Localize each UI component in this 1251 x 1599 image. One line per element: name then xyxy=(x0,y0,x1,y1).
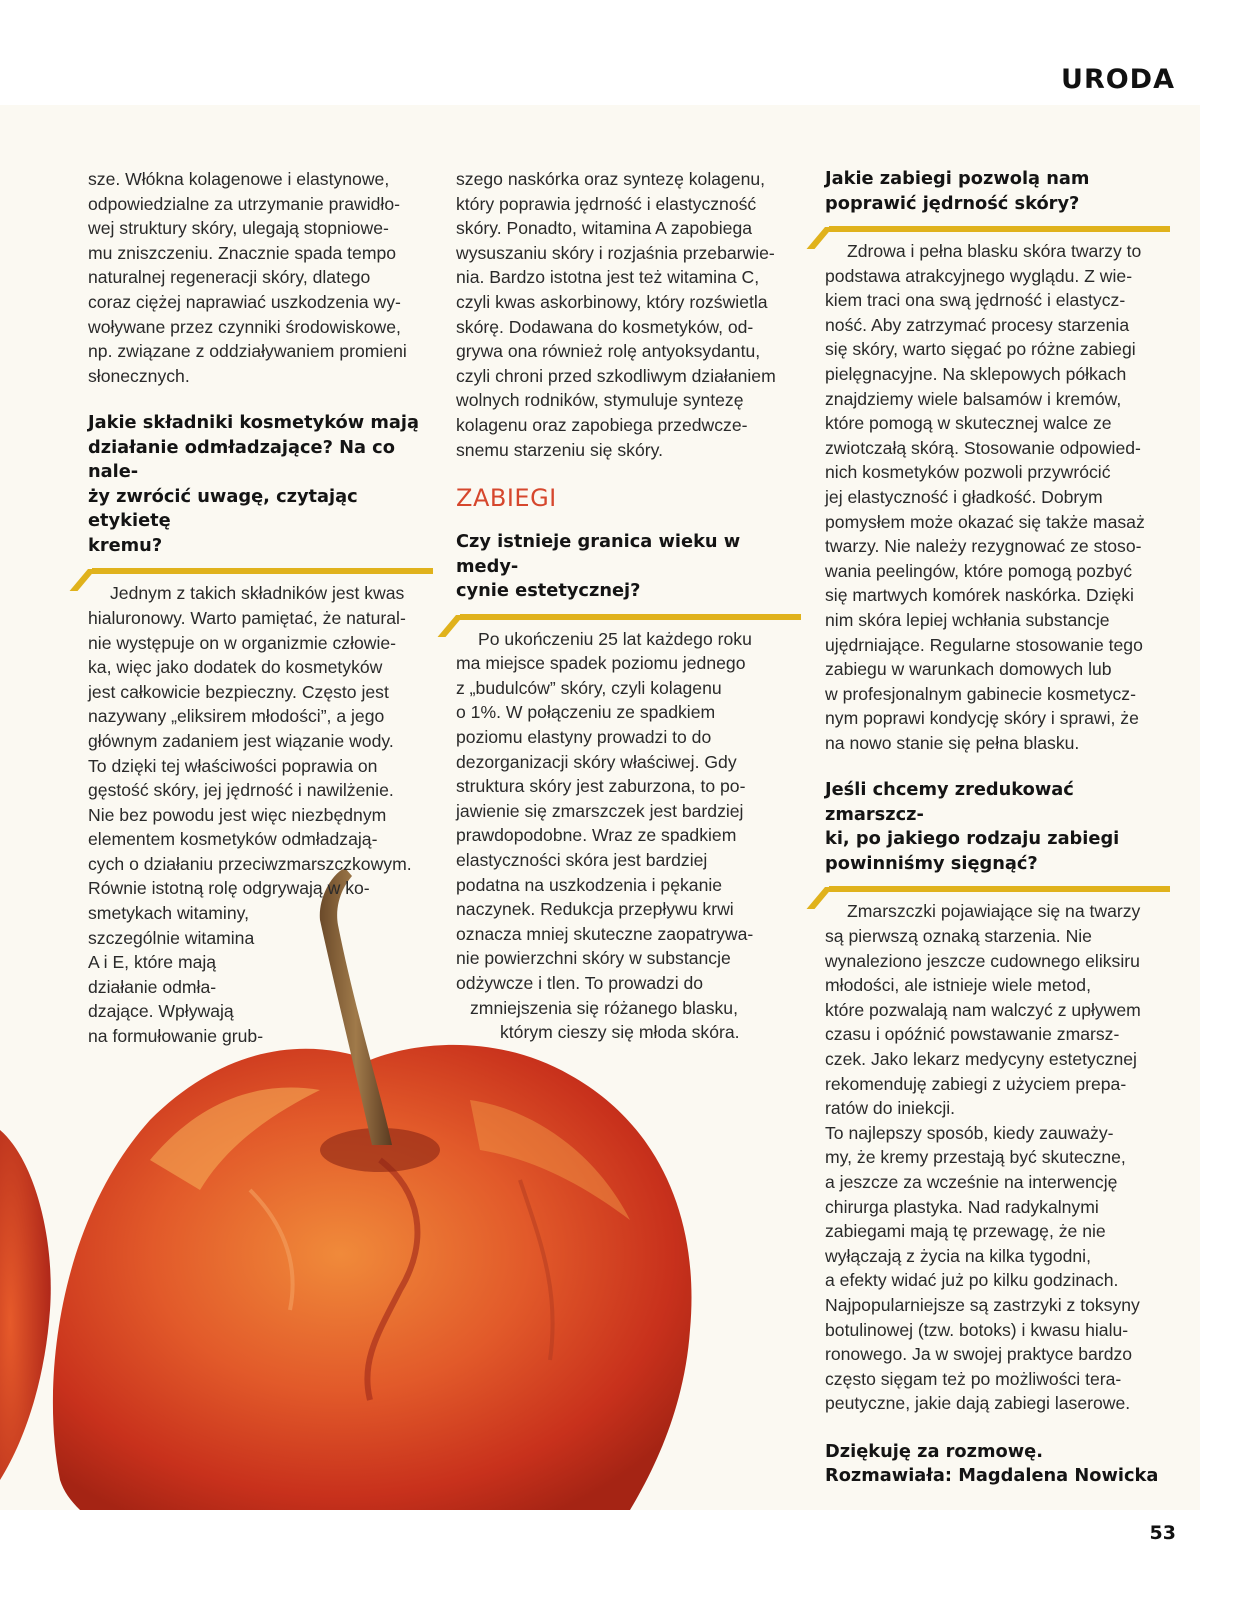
question-wrinkles: Jeśli chcemy zredukować zmarszcz- ki, po jakiego rodzaju zabiegi powinniśmy sięgnąć? xyxy=(825,779,1120,874)
section-label: URODA xyxy=(1061,64,1175,95)
question-age-limit: Czy istnieje granica wieku w medy- cynie estetycznej? xyxy=(456,531,741,602)
col1-intro: sze. Włókna kolagenowe i elastynowe, odpowiedzialne za utrzymanie prawidło- wej struktury skóry, ulegają stopniowe- mu zniszczeniu. Znacznie spada tempo naturalnej regeneracji skóry, dlatego coraz ciężej naprawiać uszkodzenia wy- woływane przez czynniki środowiskowe, np. związane z oddziaływaniem promieni słonecznych. xyxy=(88,169,407,386)
accent-bar xyxy=(825,886,1170,893)
answer-age-limit: Po ukończeniu 25 lat każdego roku ma miejsce spadek poziomu jednego z „budulców” skóry, czyli kolagenu o 1%. W połączeniu ze spadkiem poziomu elastyny prowadzi to do dezorganizacji skóry właściwej. Gdy struktura skóry jest zaburzona, to po- jawienie się zmarszczek jest bardziej prawdopodobne. Wraz ze spadkiem elastyczności skóra jest bardziej podatna na uszkodzenia i pękanie naczynek. Redukcja przepływu krwi oznacza mniej skuteczne zaopatrywa- nie powierzchni skóry w substancje odżywcze i tlen. To prowadzi do zmniejszenia się różanego blasku, którym cieszy się młoda skóra. xyxy=(456,628,754,1043)
column-2 xyxy=(456,167,801,1045)
column-1 xyxy=(88,167,433,1049)
answer-wrinkles: Zmarszczki pojawiające się na twarzy są pierwszą oznaką starzenia. Nie wynaleziono jeszcze cudownego eliksiru młodości, ale istnieje wiele metod, które pozwalają nam walczyć z upływem czasu i opóźnić powstawanie zmarsz- czek. Jako lekarz medycyny estetycznej rekomenduję zabiegi z użyciem prepa- ratów do iniekcji. xyxy=(825,901,1141,1119)
answer-ingredients: Jednym z takich składników jest kwas hialuronowy. Warto pamiętać, że natural- nie występuje on w organizmie człowie- ka, więc jako dodatek do kosmetyków jest całkowicie bezpieczny. Często jest nazywany „eliksirem młodości”, a jego głównym zadaniem jest wiązanie wody. To dzięki tej właściwości poprawia on gęstość skóry, jej jędrność i nawilżenie. Nie bez powodu jest więc niezbędnym elementem kosmetyków odmładzają- cych o działaniu przeciwzmarszczkowym. Równie istotną rolę odgrywają w ko- smetykach witaminy, szczególnie witamina A i E, które mają działanie odmła- dzające. Wpływają na formułowanie grub- xyxy=(88,583,412,1047)
section-heading-zabiegi: ZABIEGI xyxy=(456,484,557,513)
left-apple-shape xyxy=(0,1130,51,1480)
accent-bar xyxy=(456,614,801,621)
col2-intro: szego naskórka oraz syntezę kolagenu, który poprawia jędrność i elastyczność skóry. Ponadto, witamina A zapobiega wysuszaniu skóry i rozjaśnia przebarwie- nia. Bardzo istotna jest też witamina C, czyli kwas askorbinowy, który rozświetla skórę. Dodawana do kosmetyków, od- grywa ona również rolę antyoksydantu, czyli chroni przed szkodliwym działaniem wolnych rodników, stymuluje syntezę kolagenu oraz zapobiega przedwcze- snemu starzeniu się skóry. xyxy=(456,169,776,460)
answer-firmness: Zdrowa i pełna blasku skóra twarzy to podstawa atrakcyjnego wyglądu. Z wie- kiem traci ona swą jędrność i elastycz- ność. Aby zatrzymać procesy starzenia się skóry, warto sięgać po różne zabiegi pielęgnacyjne. Na sklepowych półkach znajdziemy wiele balsamów i kremów, które pomogą w skutecznej walce ze zwiotczałą skórą. Stosowanie odpowied- nich kosmetyków pozwoli przywrócić jej elastyczność i gładkość. Dobrym pomysłem może okazać się także masaż twarzy. Nie należy rezygnować ze stoso- wania peelingów, które pomogą pozbyć się martwych komórek naskórka. Dzięki nim skóra lepiej wchłania substancje ujędrniające. Regularne stosowanie tego zabiegu w warunkach domowych lub w profesjonalnym gabinecie kosmetycz- nym poprawi kondycję skóry i sprawi, że na nowo stanie się pełna blasku. xyxy=(825,241,1145,753)
closing-credits: Dziękuję za rozmowę. Rozmawiała: Magdalena Nowicka xyxy=(825,1440,1159,1487)
question-ingredients: Jakie składniki kosmetyków mają działanie odmładzające? Na co nale- ży zwrócić uwagę, czytając etykietę kremu? xyxy=(88,412,420,556)
accent-bar xyxy=(825,226,1170,233)
question-firmness: Jakie zabiegi pozwolą nam poprawić jędrność skóry? xyxy=(825,168,1090,214)
accent-bar xyxy=(88,568,433,575)
page-number: 53 xyxy=(1149,1522,1176,1544)
answer-wrinkles-continued: To najlepszy sposób, kiedy zauważy- my, że kremy przestają być skuteczne, a jeszcze za wcześnie na interwencję chirurga plastyka. Nad radykalnymi zabiegami mają tę przewagę, że nie wyłączają z życia na kilka tygodni, a efekty widać już po kilku godzinach. Najpopularniejsze są zastrzyki z toksyny botulinowej (tzw. botoks) i kwasu hialu- ronowego. Ja w swojej praktyce bardzo często sięgam też po możliwości tera- peutyczne, jakie dają zabiegi laserowe. xyxy=(825,1122,1140,1414)
column-3 xyxy=(825,167,1170,1489)
